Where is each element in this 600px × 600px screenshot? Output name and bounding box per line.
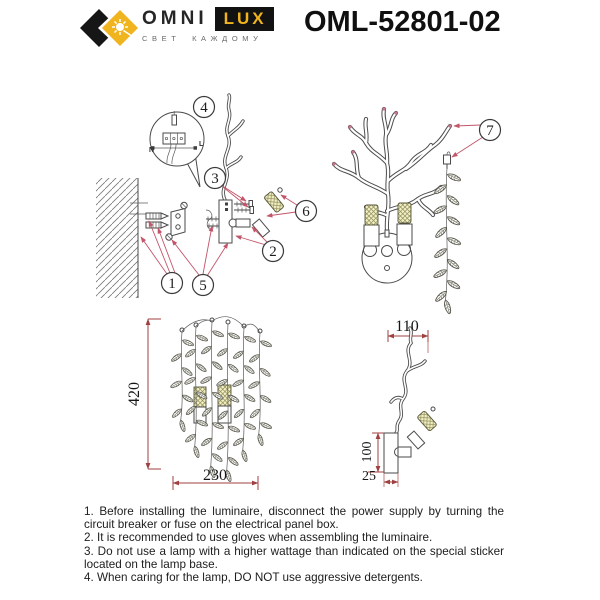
exploded-view-diagram — [96, 95, 317, 298]
svg-text:7: 7 — [486, 123, 494, 139]
brand-word-omni: OMNI — [142, 8, 208, 29]
front-dimension-diagram — [126, 317, 272, 490]
svg-text:3: 3 — [211, 171, 219, 187]
wall-anchors — [146, 213, 168, 228]
bulb — [264, 191, 285, 213]
branch-stem — [223, 95, 243, 200]
strand-leaves — [433, 168, 462, 314]
svg-text:4: 4 — [200, 100, 208, 116]
callout-3 — [205, 168, 226, 189]
lamp-arm — [236, 219, 250, 227]
brand-word-lux: LUX — [223, 9, 267, 28]
instruction-item-3: 3. Do not use a lamp with a higher wattage than indicated on the special sticker located on the lamp base. — [84, 544, 504, 571]
callout-1 — [162, 273, 183, 294]
instruction-item-1: 1. Before installing the luminaire, disconnect the power supply by turning the circuit breaker or fuse on the electrical panel box. — [84, 505, 504, 532]
dimension-height — [126, 319, 161, 469]
svg-text:6: 6 — [302, 204, 310, 220]
svg-text:5: 5 — [199, 278, 207, 294]
bulb-left — [365, 205, 378, 225]
neutral-wire-label: N — [149, 147, 155, 154]
instruction-item-4: 4. When caring for the lamp, DO NOT use aggressive detergents. — [84, 571, 423, 585]
candle-tube-right — [397, 224, 412, 245]
line-wire-label: L — [199, 141, 204, 148]
crystal-strand — [433, 152, 462, 315]
side-candle-socket — [407, 431, 424, 449]
candle-socket — [252, 219, 269, 237]
cluster-candles — [194, 385, 231, 423]
width-dimension-label: 230 — [203, 467, 227, 484]
callout-6 — [296, 201, 317, 222]
mounting-plate — [219, 200, 237, 243]
side-dimension-diagram — [360, 318, 437, 487]
hanger-arcs — [180, 317, 262, 333]
brand-tagline: СВЕТ КАЖДОМУ — [142, 34, 263, 43]
candle-tube-left — [364, 225, 379, 246]
front-view-diagram — [332, 107, 500, 314]
svg-text:2: 2 — [269, 244, 277, 260]
side-arm — [398, 447, 411, 457]
model-number: OML-52801-02 — [304, 6, 501, 38]
bulb-right — [398, 203, 411, 223]
dimension-width — [173, 467, 258, 490]
base-height-dimension-label: 100 — [360, 441, 375, 463]
svg-text:1: 1 — [168, 276, 176, 292]
plate-screws — [234, 201, 254, 214]
callout-4 — [194, 97, 215, 118]
dimension-base-height — [360, 433, 384, 472]
height-dimension-label: 420 — [126, 382, 143, 406]
side-bulb — [417, 411, 437, 432]
wall-hatching — [96, 178, 138, 298]
base-depth-dimension-label: 25 — [362, 469, 376, 484]
top-width-dimension-label: 110 — [395, 318, 419, 335]
instruction-item-2: 2. It is recommended to use gloves when assembling the luminaire. — [84, 531, 433, 545]
callout-2 — [263, 241, 284, 262]
callout-7 — [480, 120, 501, 141]
wiring-detail-balloon — [149, 111, 204, 187]
terminal-block — [163, 133, 185, 144]
mounting-bracket — [166, 202, 187, 240]
instructions — [84, 505, 504, 584]
callout-5 — [193, 275, 214, 296]
